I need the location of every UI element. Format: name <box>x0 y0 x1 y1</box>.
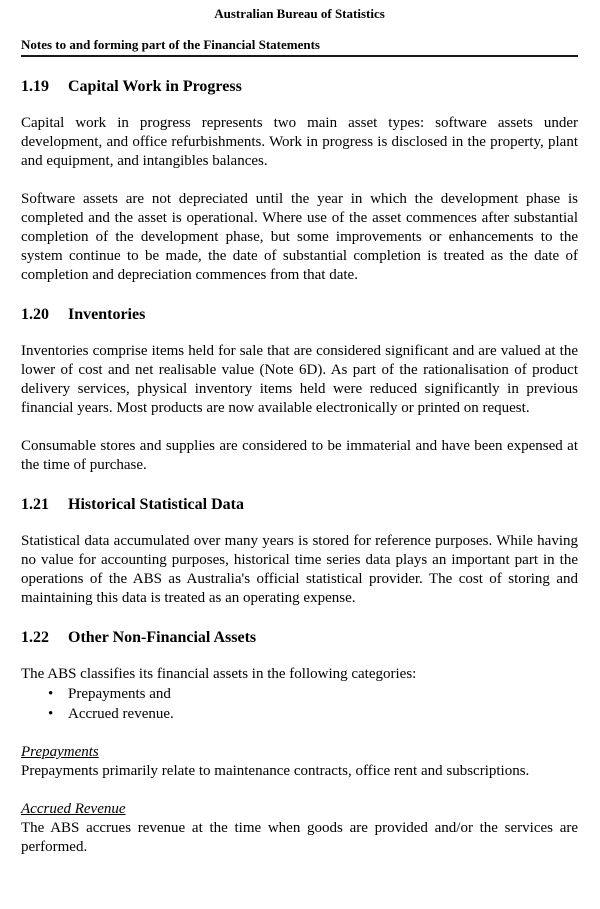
paragraph: Capital work in progress represents two main asset types: software assets under development, and office refurbishments. Work in progress is disclosed in the property, plant and equipment, and intangibles balances. <box>21 115 578 169</box>
paragraph: Software assets are not depreciated until the year in which the development phase is completed and the asset is operational. Where use of the asset commences after substantial completion of the development phase, but some improvements or enhancements to the system continue to be made, the date of substantial completion is treated as the date of completion and depreciation commences from that date. <box>21 191 578 283</box>
section-number: 1.21 <box>21 496 49 513</box>
section-title: Capital Work in Progress <box>68 78 242 95</box>
section-title: Inventories <box>68 306 146 323</box>
subsection-heading: Accrued Revenue <box>21 801 126 817</box>
section-inventories <box>21 305 578 475</box>
section-number: 1.20 <box>21 306 49 323</box>
subsection-accrued-revenue <box>21 800 578 857</box>
subsection-prepayments <box>21 743 578 781</box>
document-title: Australian Bureau of Statistics <box>214 6 385 21</box>
list-item <box>21 704 578 724</box>
section-title: Historical Statistical Data <box>68 496 244 513</box>
section-heading <box>21 305 578 324</box>
section-number: 1.22 <box>21 629 49 646</box>
paragraph: Inventories comprise items held for sale that are considered significant and are valued at the lower of cost and net realisable value (Note 6D). As part of the rationalisation of product delivery services, physical inventory items held were reduced significantly in previous financial years. Most products are now available electronically or printed on request. <box>21 343 578 416</box>
subsection-heading: Prepayments <box>21 744 99 760</box>
paragraph: The ABS accrues revenue at the time when goods are provided and/or the services are performed. <box>21 820 578 855</box>
list-item-label: Prepayments and <box>68 686 171 702</box>
list-item <box>21 684 578 704</box>
paragraph: The ABS classifies its financial assets in the following categories: <box>21 666 417 682</box>
bullet-icon: • <box>48 686 54 702</box>
document-subtitle: Notes to and forming part of the Financial Statements <box>21 37 578 57</box>
paragraph: Consumable stores and supplies are considered to be immaterial and have been expensed at the time of purchase. <box>21 438 578 473</box>
section-capital-work-in-progress <box>21 77 578 285</box>
section-historical-statistical-data <box>21 495 578 608</box>
bullet-icon: • <box>48 706 54 722</box>
section-heading <box>21 628 578 647</box>
paragraph: Prepayments primarily relate to maintenance contracts, office rent and subscriptions. <box>21 763 530 779</box>
section-other-non-financial-assets <box>21 628 578 857</box>
section-number: 1.19 <box>21 78 49 95</box>
section-heading <box>21 77 578 96</box>
section-heading <box>21 495 578 514</box>
bullet-list <box>21 684 578 724</box>
paragraph: Statistical data accumulated over many years is stored for reference purposes. While having no value for accounting purposes, historical time series data plays an important part in the operations of the ABS as Australia's official statistical provider. The cost of storing and maintaining this data is treated as an operating expense. <box>21 533 578 606</box>
section-title: Other Non-Financial Assets <box>68 629 257 646</box>
list-item-label: Accrued revenue. <box>68 706 174 722</box>
